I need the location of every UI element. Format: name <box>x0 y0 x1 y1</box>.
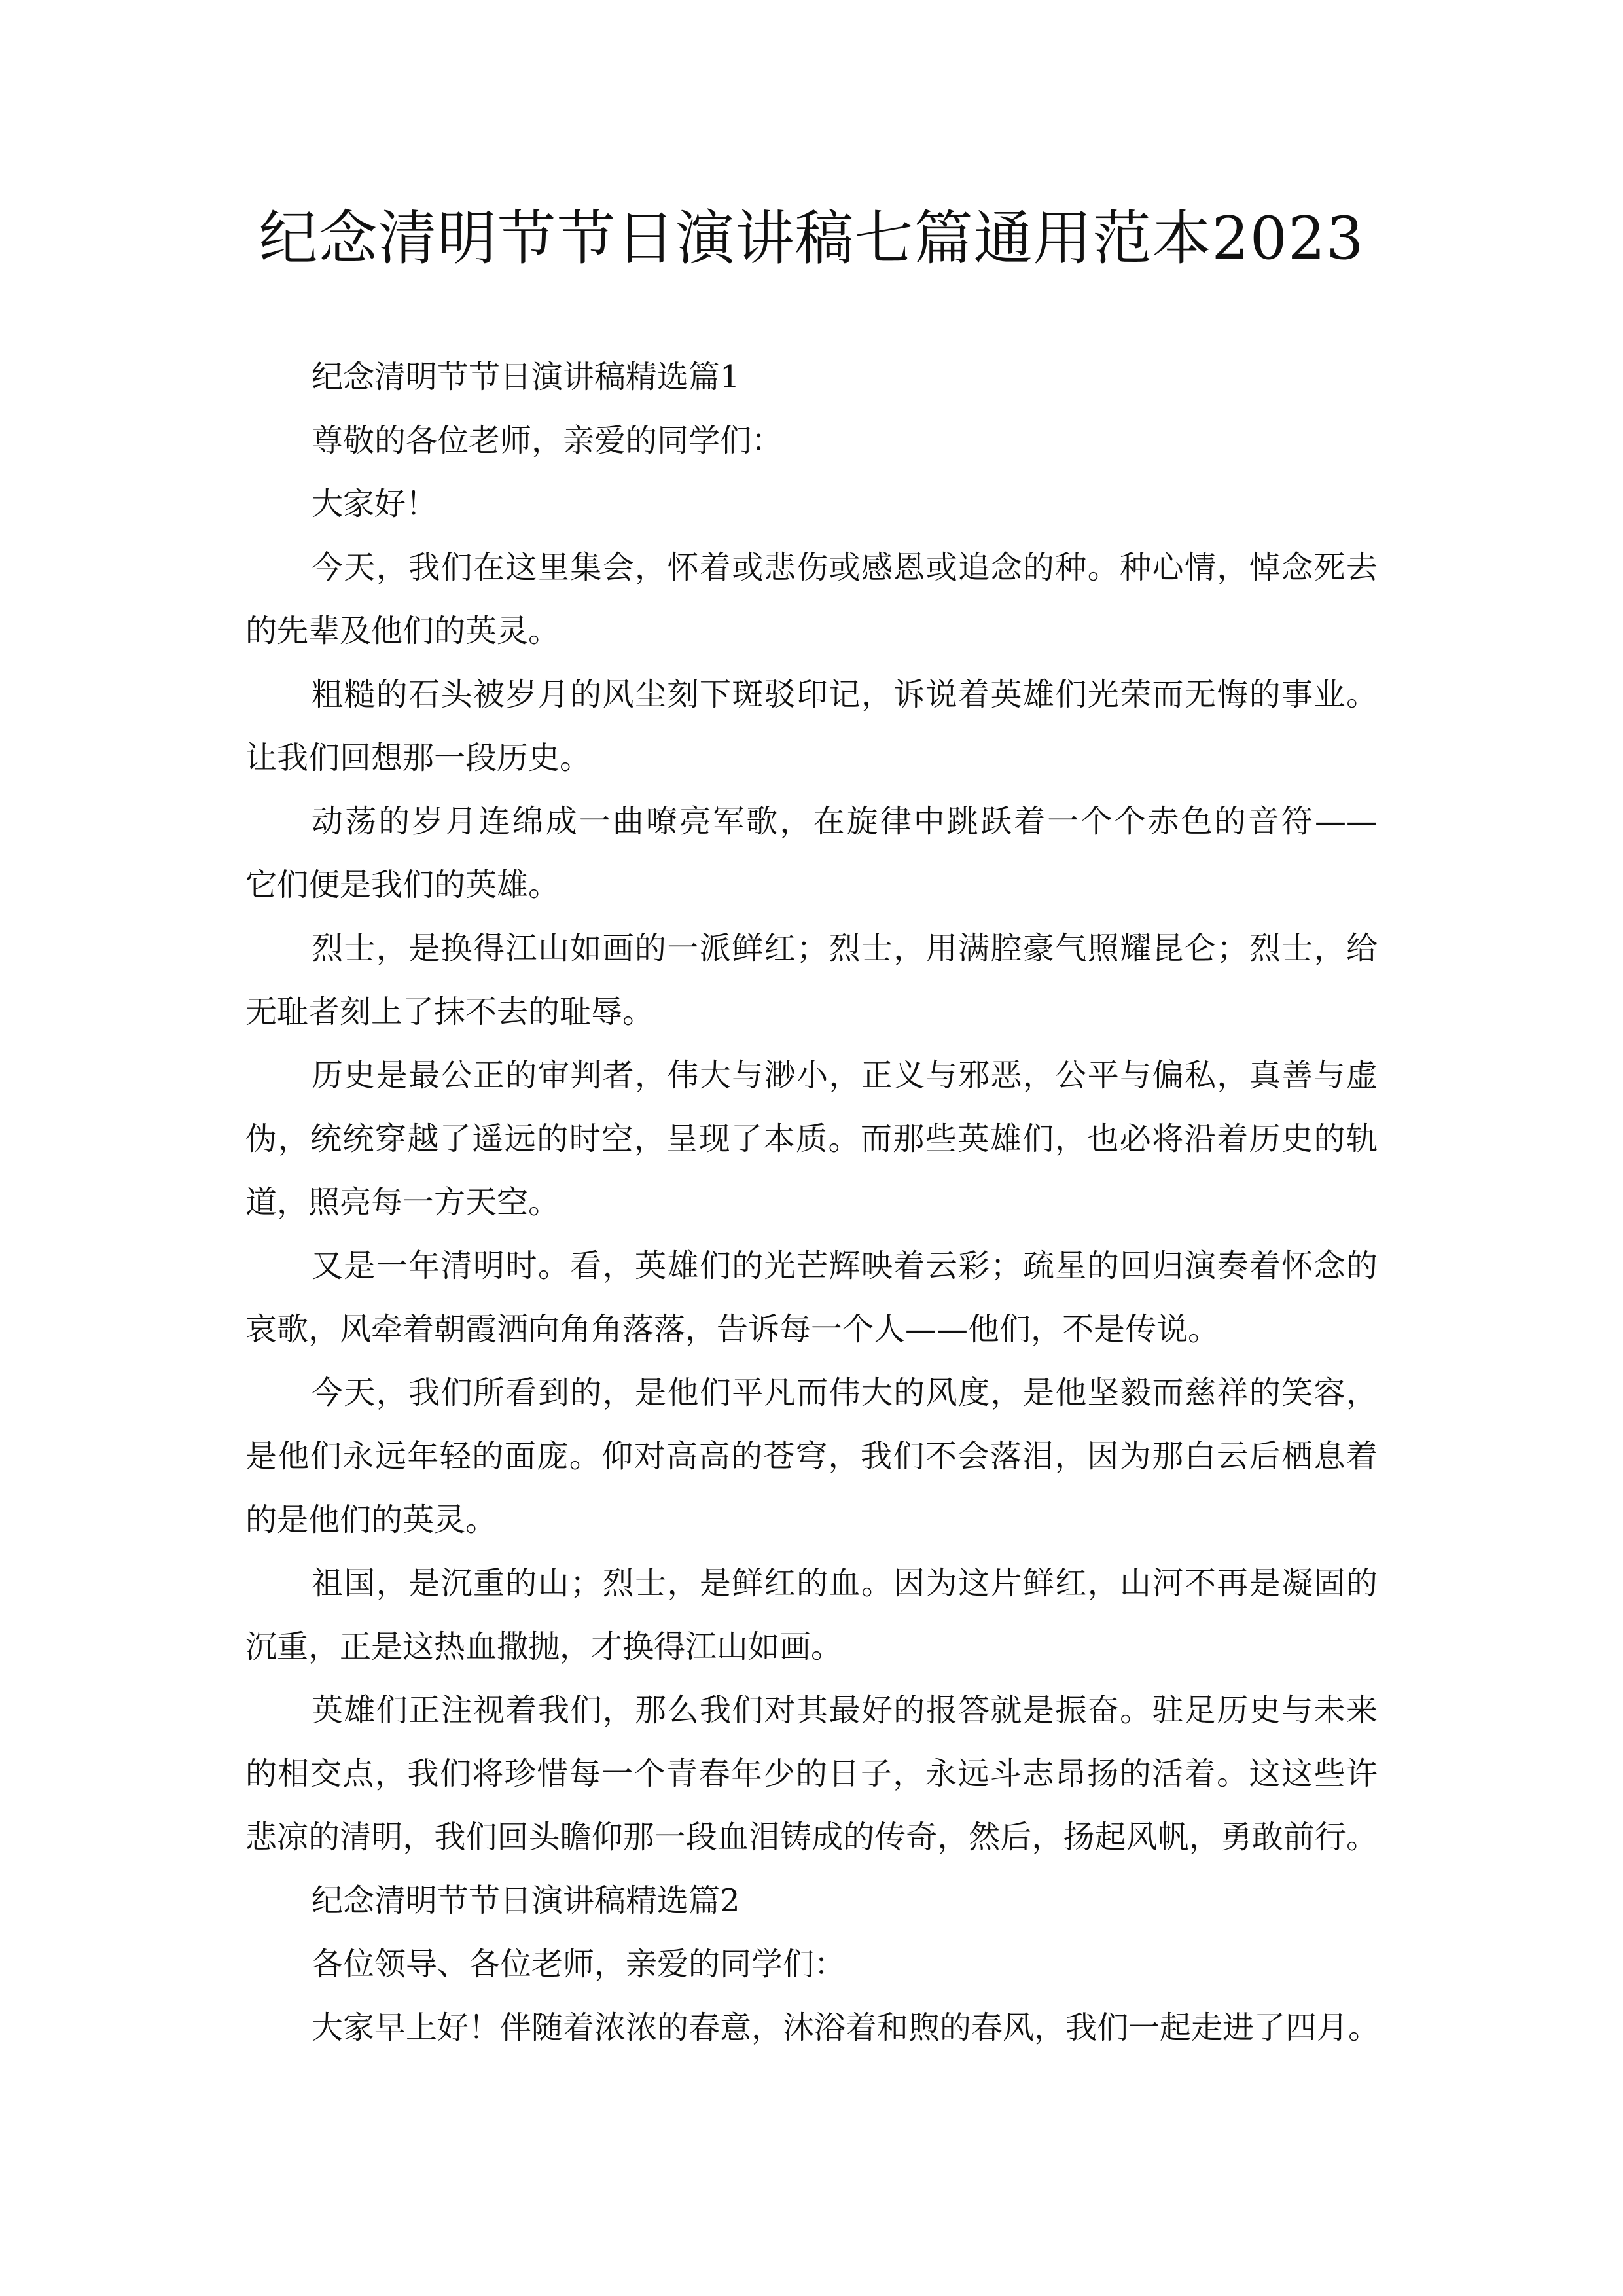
text-line: 各位领导、各位老师，亲爱的同学们： <box>312 1946 846 1982</box>
text-line: 道，照亮每一方天空。 <box>245 1184 560 1221</box>
text-line: 粗糙的石头被岁月的风尘刻下斑驳印记，诉说着英雄们光荣而无悔的事业。 <box>312 676 1378 713</box>
text-line: 纪念清明节节日演讲稿精选篇2 <box>312 1882 740 1919</box>
text-line: 尊敬的各位老师，亲爱的同学们： <box>312 422 783 459</box>
text-line: 今天，我们在这里集会，怀着或悲伤或感恩或追念的种。种心情，悼念死去 <box>312 549 1378 586</box>
text-line: 今天，我们所看到的，是他们平凡而伟大的风度，是他坚毅而慈祥的笑容， <box>312 1374 1378 1411</box>
text-line: 的是他们的英灵。 <box>245 1501 497 1538</box>
text-line: 动荡的岁月连绵成一曲嘹亮军歌，在旋律中跳跃着一个个赤色的音符—— <box>312 803 1378 840</box>
text-line: 哀歌，风牵着朝霞洒向角角落落，告诉每一个人——他们，不是传说。 <box>245 1311 1220 1348</box>
text-line: 英雄们正注视着我们，那么我们对其最好的报答就是振奋。驻足历史与未来 <box>312 1692 1378 1729</box>
text-line: 悲凉的清明，我们回头瞻仰那一段血泪铸成的传奇，然后，扬起风帆，勇敢前行。 <box>245 1819 1378 1856</box>
text-line: 无耻者刻上了抹不去的耻辱。 <box>245 994 654 1030</box>
text-line: 伪，统统穿越了遥远的时空，呈现了本质。而那些英雄们，也必将沿着历史的轨 <box>245 1121 1378 1157</box>
text-line: 纪念清明节节日演讲稿精选篇1 <box>312 359 740 395</box>
text-line: 大家好！ <box>312 486 438 522</box>
text-line: 沉重，正是这热血撒抛，才换得江山如画。 <box>245 1628 843 1665</box>
text-line: 大家早上好！伴随着浓浓的春意，沐浴着和煦的春风，我们一起走进了四月。 <box>312 2009 1380 2046</box>
text-line: 是他们永远年轻的面庞。仰对高高的苍穹，我们不会落泪，因为那白云后栖息着 <box>245 1438 1378 1475</box>
text-line: 历史是最公正的审判者，伟大与渺小，正义与邪恶，公平与偏私，真善与虚 <box>312 1057 1378 1094</box>
text-line: 它们便是我们的英雄。 <box>245 867 560 903</box>
text-line: 又是一年清明时。看，英雄们的光芒辉映着云彩；疏星的回归演奏着怀念的 <box>312 1247 1378 1284</box>
text-line: 烈士，是换得江山如画的一派鲜红；烈士，用满腔豪气照耀昆仑；烈士，给 <box>312 930 1378 967</box>
text-line: 祖国，是沉重的山；烈士，是鲜红的血。因为这片鲜红，山河不再是凝固的 <box>312 1565 1378 1602</box>
document-body <box>245 346 1378 2060</box>
text-line: 的先辈及他们的英灵。 <box>245 613 560 649</box>
text-line: 的相交点，我们将珍惜每一个青春年少的日子，永远斗志昂扬的活着。这这些许 <box>245 1755 1378 1792</box>
text-line: 让我们回想那一段历史。 <box>245 740 592 776</box>
document-title: 纪念清明节节日演讲稿七篇通用范本2023 <box>259 204 1364 273</box>
